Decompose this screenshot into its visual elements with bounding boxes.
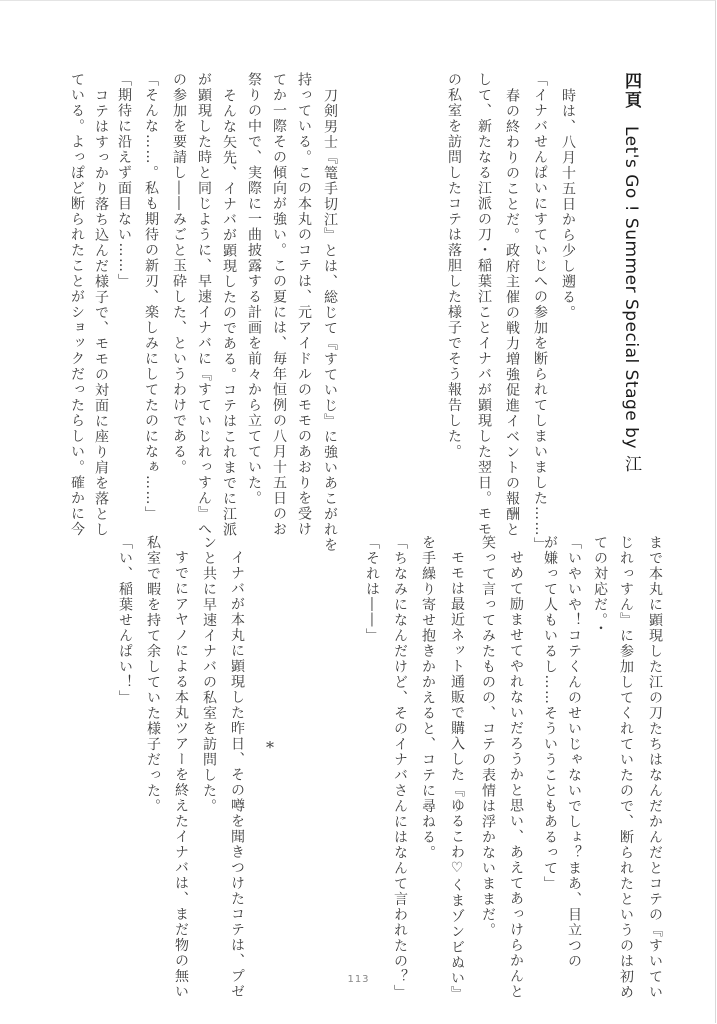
text-line: して、新たなる江派の刀・稲葉江ことイナバが顕現した翌日。モモ — [476, 72, 492, 537]
text-line: 笑って言ってみたものの、コテの表情は浮かないままだ。 — [480, 535, 496, 938]
text-line: コテはすっかり落ち込んだ様子で、モモの対面に座り肩を落とし — [93, 88, 109, 538]
text-line: が嫌って人もいるし……そういうこともあるって」 — [542, 535, 558, 892]
text-line: 祭りの中で、実際に一曲披露する計画を前々から立てていた。 — [246, 72, 262, 506]
text-line: の参加を要請し――みごと玉砕した、というわけである。 — [171, 72, 187, 475]
text-line: が顕現した時と同じように、早速イナバに『すていじれっすん』へ — [196, 72, 212, 537]
text-line: ての対応だ。・ — [592, 535, 608, 637]
text-line: 刀剣男士『篭手切江』とは、総じて『すていじ』に強いあこがれを — [322, 88, 338, 553]
text-line: を手繰り寄せ抱きかかえると、コテに尋ねる。 — [420, 535, 436, 861]
chapter-label: 四頁 — [621, 72, 641, 110]
text-line: の私室を訪問したコテは落胆した様子でそう報告した。 — [446, 72, 462, 460]
text-line: 「それは――」 — [364, 535, 380, 644]
text-line: てか一際その傾向が強い。この夏には、毎年恒例の八月十五日のお — [271, 72, 287, 537]
text-line: まで本丸に顕現した江の刀たちはなんだかんだとコテの『すいてい — [647, 535, 663, 1000]
text-line: モモは最近ネット通販で購入した『ゆるこわ♡くまゾンビぬい』 — [449, 550, 465, 1002]
chapter-heading — [620, 72, 642, 472]
text-line: 持っている。この本丸のコテは、元アイドルのモモのあおりを受け — [296, 72, 312, 537]
text-line: 「イナバせんぱいにすていじへの参加を断られてしまいました……」 — [532, 72, 548, 553]
text-line: 「いやいや！コテくんのせいじゃないでしょ？まあ、目立つの — [566, 535, 582, 969]
text-line: じれっすん』に参加してくれていたので、断られたというのは初め — [618, 535, 634, 1000]
text-line: そんな矢先、イナバが顕現したのである。コテはこれまでに江派 — [221, 88, 237, 538]
text-line: 「そんな……。私も期待の新刃、楽しみにしてたのになぁ……」 — [143, 72, 159, 522]
text-line: 春の終わりのことだ。政府主催の戦力増強促進イベントの報酬と — [504, 88, 520, 538]
text-line: イナバが本丸に顕現した昨日、その噂を聞きつけたコテは、プゼ — [229, 550, 245, 1000]
text-line: ンと共に早速イナバの私室を訪問した。 — [201, 535, 217, 814]
scene-break-asterisk: * — [266, 738, 274, 757]
text-line: 「い、稲葉せんぱい！」 — [117, 535, 133, 706]
text-line: 「ちなみになんだけど、そのイナバさんにはなんて言われたの？」 — [392, 535, 408, 1000]
text-line: 時は、八月十五日から少し遡る。 — [560, 88, 576, 321]
page-number: 113 — [347, 974, 370, 985]
text-line: 私室で暇を持て余していた様子だった。 — [145, 535, 161, 814]
text-line: ている。よっぽど断られたことがショックだったらしい。確かに今 — [69, 72, 85, 537]
text-line: すでにアヤノによる本丸ツアーを終えたイナバは、まだ物の無い — [173, 550, 189, 1000]
chapter-subtitle: Let's Go ! Summer Special Stage by 江 — [621, 126, 641, 473]
text-line: せめて励ませてやれないだろうかと思い、あえてあっけらかんと — [508, 550, 524, 1000]
text-line: 「期待に沿えず面目ない……」 — [116, 72, 132, 289]
